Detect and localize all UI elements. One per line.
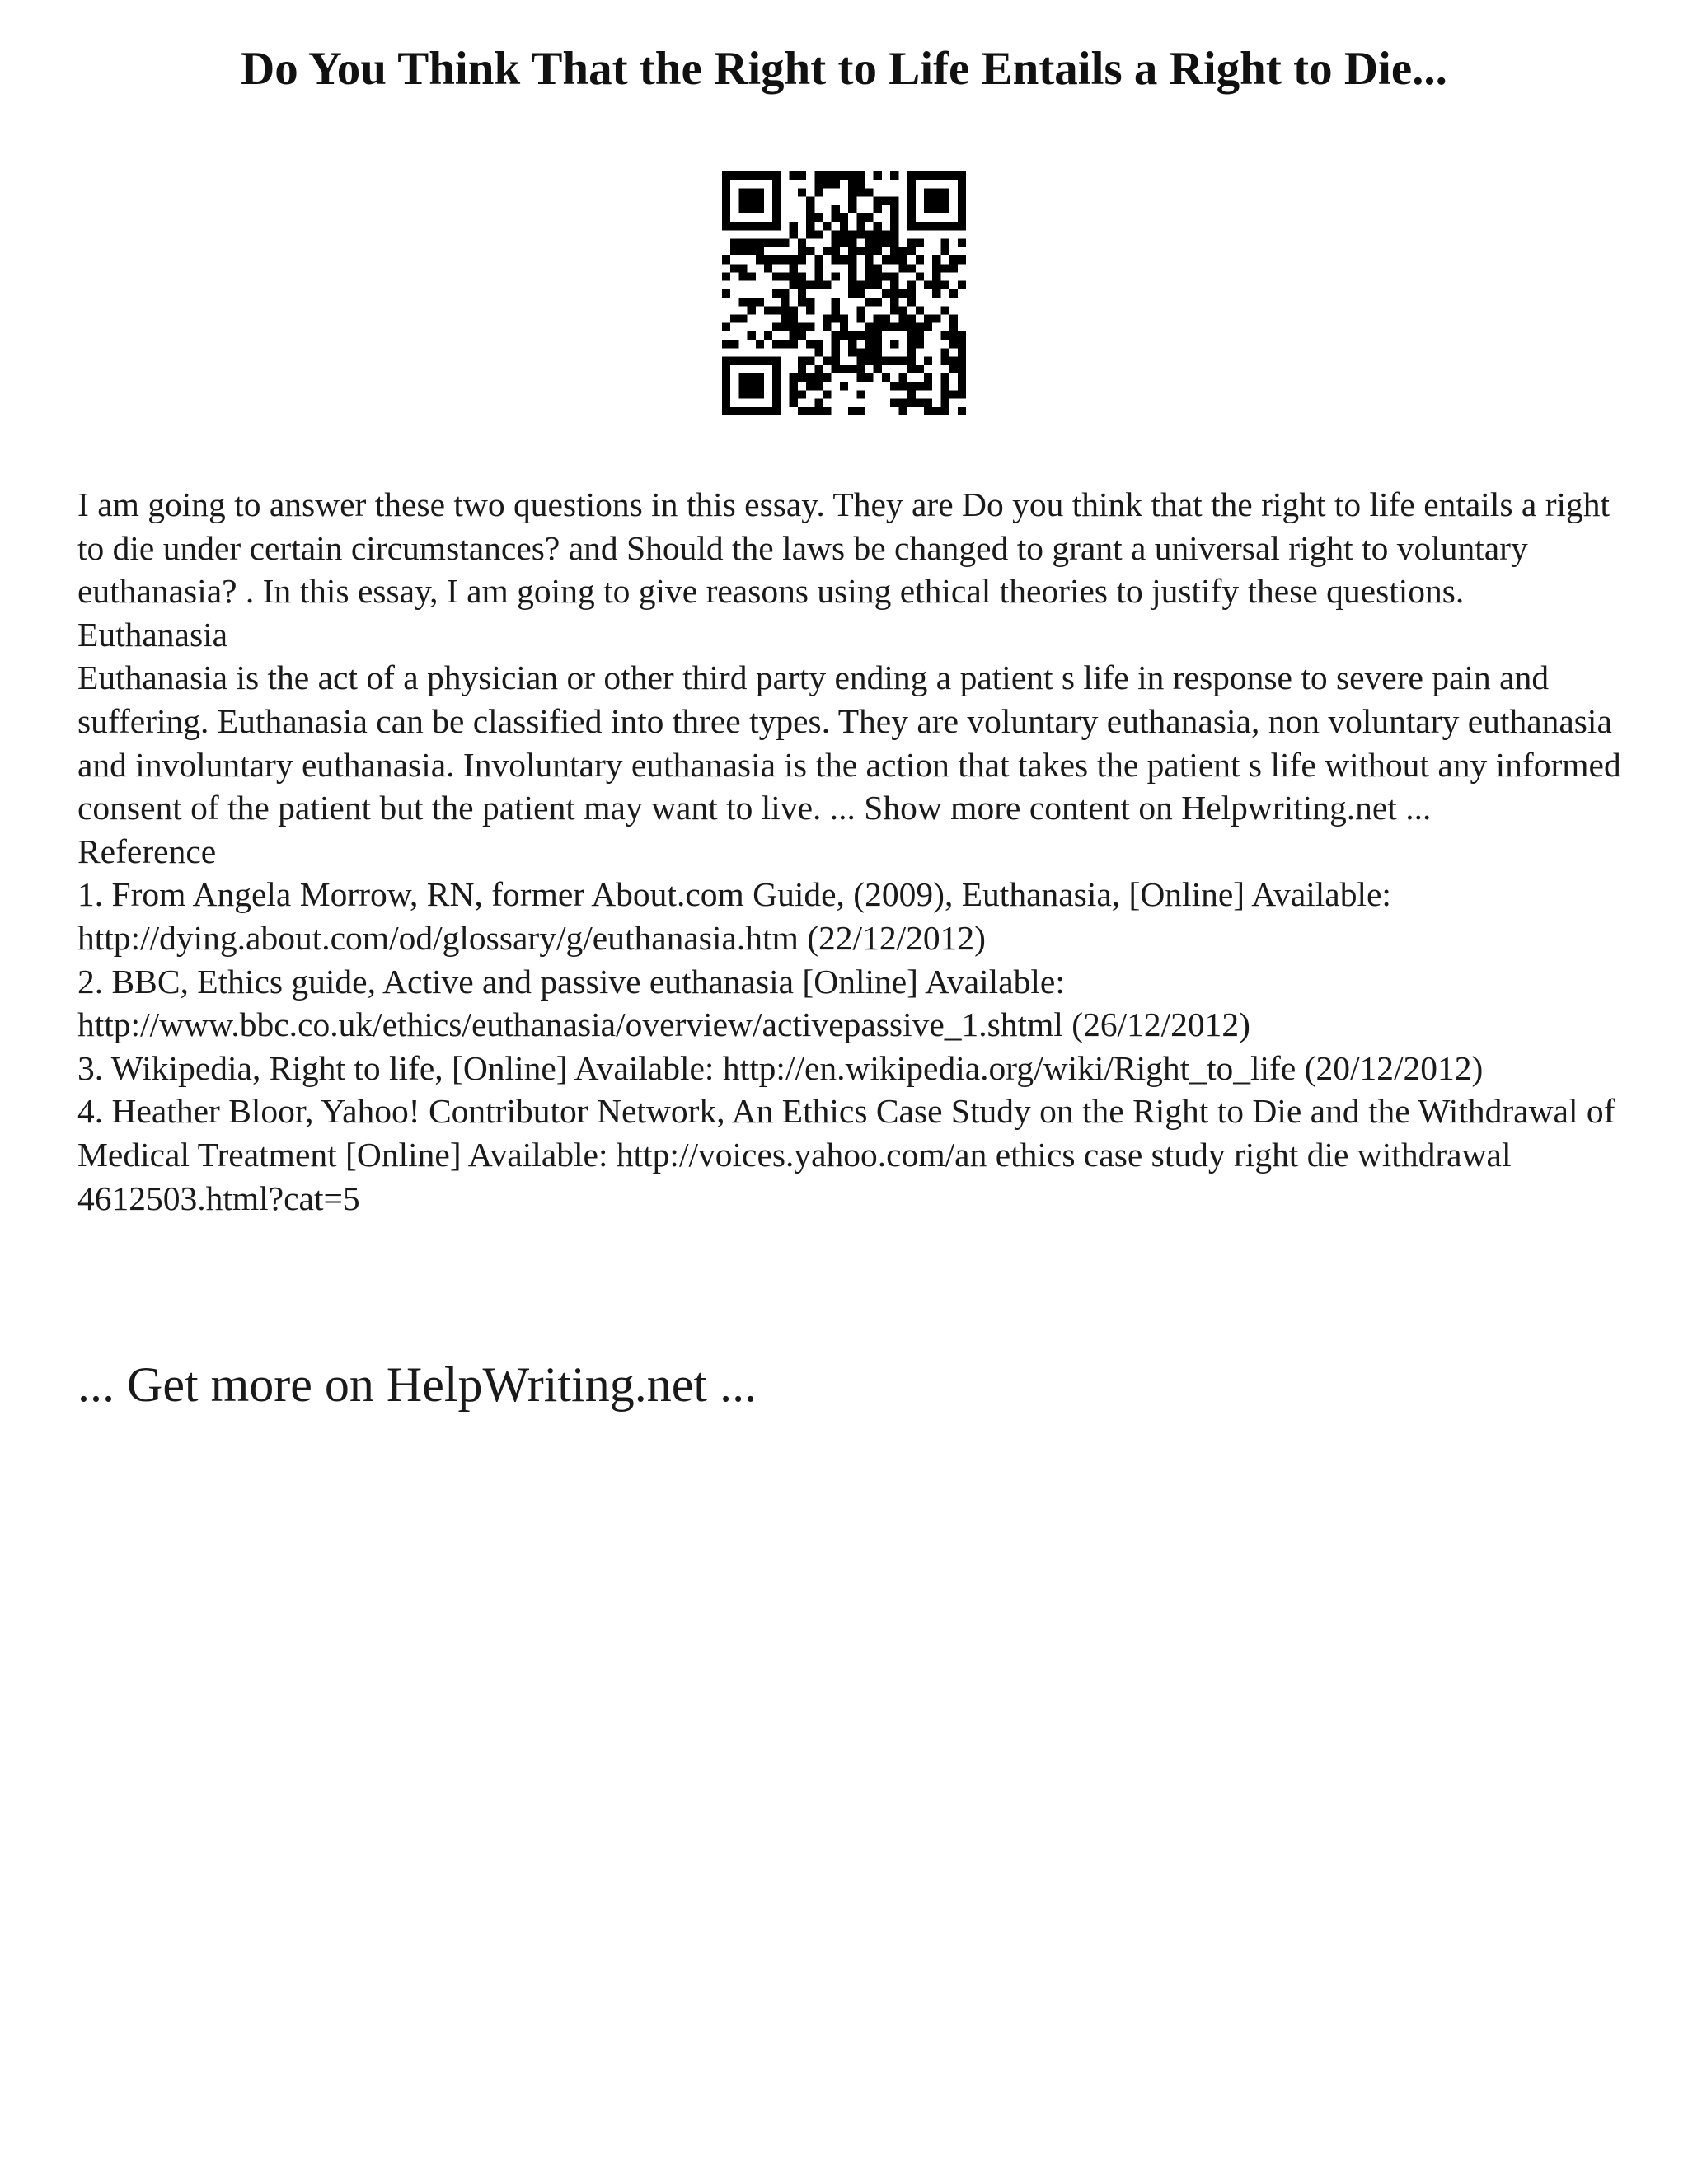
reference-item: 1. From Angela Morrow, RN, former About.com Guide, (2009), Euthanasia, [Online] Available: http://dying.about.com/od/glossary/g/euthanasia.htm (22/12/2012) (77, 875, 1391, 957)
euthanasia-paragraph: Euthanasia is the act of a physician or other third party ending a patient s life in response to severe pain and suffering. Euthanasia can be classified into three types. They are voluntary euthanasia, non voluntary euthanasia and involuntary euthanasia. Involuntary euthanasia is the action that takes the patient s life without any informed consent of the patient but the patient may want to live. ... Show more content on Helpwriting.net ... (77, 658, 1621, 827)
qr-code-icon (722, 171, 966, 415)
reference-item: 4. Heather Bloor, Yahoo! Contributor Network, An Ethics Case Study on the Right to Die and the Withdrawal of Medical Treatment [Online] Available: http://voices.yahoo.com/an ethics case study right die withdrawal 4612503.html?cat=5 (77, 1092, 1615, 1217)
reference-item: 2. BBC, Ethics guide, Active and passive euthanasia [Online] Available: http://www.bbc.co.uk/ethics/euthanasia/overview/activepassive_1.shtml (26/12/2012) (77, 962, 1250, 1044)
section-heading-euthanasia: Euthanasia (77, 615, 228, 654)
essay-body (77, 483, 1643, 1220)
section-heading-reference: Reference (77, 832, 217, 870)
document-title: Do You Think That the Right to Life Entails a Right to Die... (241, 43, 1447, 95)
reference-item: 3. Wikipedia, Right to life, [Online] Available: http://en.wikipedia.org/wiki/Right_to_life (20/12/2012) (77, 1048, 1484, 1087)
get-more-link[interactable]: ... Get more on HelpWriting.net ... (77, 1357, 757, 1412)
intro-paragraph: I am going to answer these two questions in this essay. They are Do you think that the right to life entails a right to die under certain circumstances? and Should the laws be changed to grant a universal right to voluntary euthanasia? . In this essay, I am going to give reasons using ethical theories to justify these questions. (77, 485, 1611, 611)
